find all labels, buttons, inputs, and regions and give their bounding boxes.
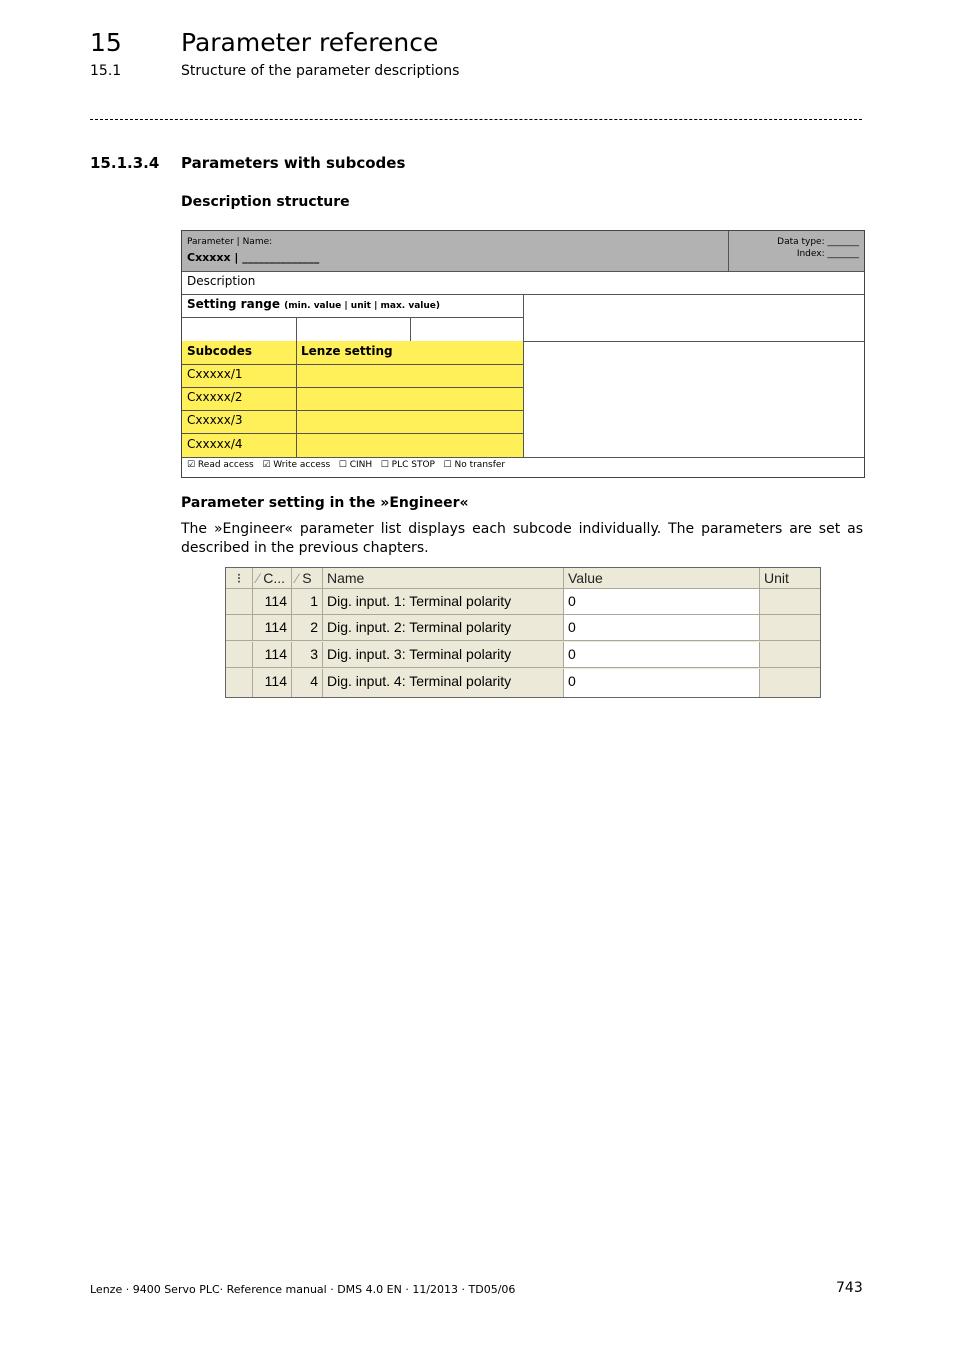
row-subcode: 3 xyxy=(292,642,323,668)
row-code: 114 xyxy=(253,615,292,641)
row-subcode: 1 xyxy=(292,589,323,615)
row-value-field[interactable]: 0 xyxy=(564,589,760,615)
header-divider xyxy=(90,119,862,120)
row-name: Dig. input. 2: Terminal polarity xyxy=(323,615,564,641)
subcode-item: Cxxxxx/2 xyxy=(187,390,243,404)
row-name: Dig. input. 3: Terminal polarity xyxy=(323,642,564,668)
subcode-item: Cxxxxx/3 xyxy=(187,413,243,427)
row-value-field[interactable]: 0 xyxy=(564,669,760,697)
data-type-label: Data type: _______ xyxy=(777,237,859,247)
setting-range-hint: (min. value | unit | max. value) xyxy=(284,301,440,311)
engineer-heading: Parameter setting in the »Engineer« xyxy=(181,495,469,511)
engineer-parameter-grid xyxy=(225,567,821,698)
column-header-unit[interactable]: Unit xyxy=(760,568,820,589)
row-code: 114 xyxy=(253,669,292,697)
setting-range-label xyxy=(187,297,440,311)
table-row[interactable] xyxy=(226,642,820,668)
table-row[interactable] xyxy=(226,615,820,641)
menu-icon[interactable]: ⁝ xyxy=(226,568,253,589)
row-subcode: 2 xyxy=(292,615,323,641)
row-unit xyxy=(760,615,820,641)
column-header-sub-label: S xyxy=(302,570,312,586)
subcode-item: Cxxxxx/1 xyxy=(187,367,243,381)
row-name: Dig. input. 4: Terminal polarity xyxy=(323,669,564,697)
chapter-number: 15 xyxy=(90,28,122,57)
column-header-value[interactable]: Value xyxy=(564,568,760,589)
row-unit xyxy=(760,589,820,615)
access-flags: ☑ Read access ☑ Write access ☐ CINH ☐ PLC STOP ☐ No transfer xyxy=(187,460,506,470)
table-row[interactable] xyxy=(226,589,820,615)
description-label: Description xyxy=(187,274,256,288)
table-row[interactable] xyxy=(226,669,820,697)
description-structure-heading: Description structure xyxy=(181,194,350,210)
section-title: Structure of the parameter descriptions xyxy=(181,63,460,79)
lenze-setting-header: Lenze setting xyxy=(301,344,393,358)
section-number: 15.1 xyxy=(90,63,122,79)
row-value-field[interactable]: 0 xyxy=(564,615,760,641)
index-label: Index: _______ xyxy=(796,249,859,259)
subsection-title: Parameters with subcodes xyxy=(181,154,406,172)
param-name-value: Cxxxxx | ______________ xyxy=(187,251,320,264)
row-unit xyxy=(760,669,820,697)
column-header-code-label: C... xyxy=(263,570,286,586)
engineer-paragraph: The »Engineer« parameter list displays each subcode individually. The parameters are set as described in the previous chapters. xyxy=(181,521,863,556)
param-name-cell xyxy=(182,231,728,271)
chapter-title: Parameter reference xyxy=(181,28,439,57)
row-unit xyxy=(760,642,820,668)
data-type-cell xyxy=(728,231,864,271)
page-number: 743 xyxy=(836,1280,863,1296)
subcodes-header: Subcodes xyxy=(187,344,253,358)
subcode-item: Cxxxxx/4 xyxy=(187,437,243,451)
subsection-number: 15.1.3.4 xyxy=(90,154,160,172)
row-subcode: 4 xyxy=(292,669,323,697)
row-name: Dig. input. 1: Terminal polarity xyxy=(323,589,564,615)
column-header-sub[interactable]: ⁄ S xyxy=(292,568,323,589)
grid-header-row xyxy=(226,568,820,589)
row-value-field[interactable]: 0 xyxy=(564,642,760,668)
footer-text: Lenze · 9400 Servo PLC· Reference manual · DMS 4.0 EN · 11/2013 · TD05/06 xyxy=(90,1283,516,1296)
setting-range-text: Setting range xyxy=(187,297,280,311)
column-header-name[interactable]: Name xyxy=(323,568,564,589)
row-code: 114 xyxy=(253,589,292,615)
row-code: 114 xyxy=(253,642,292,668)
param-name-label: Parameter | Name: xyxy=(187,237,273,247)
column-header-code[interactable]: ⁄ C... xyxy=(253,568,292,589)
description-structure-table xyxy=(181,230,865,478)
